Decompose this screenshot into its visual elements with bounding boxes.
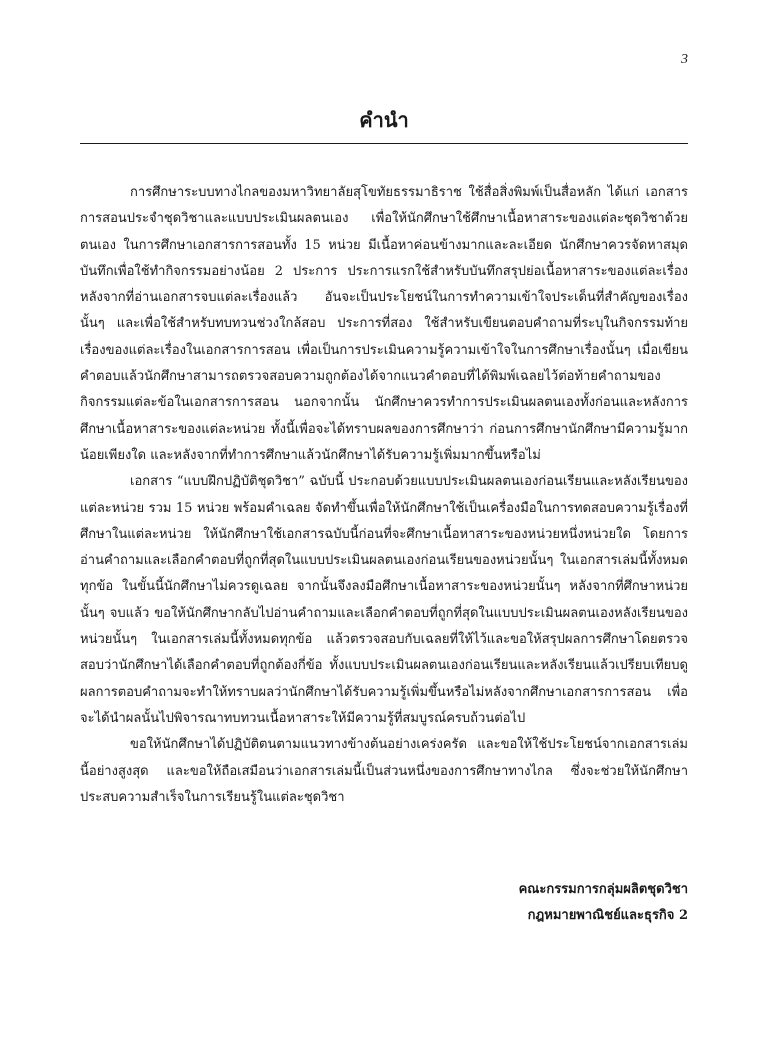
signature-block: [519, 877, 688, 929]
preface-body: [80, 180, 688, 811]
signature-committee: คณะกรรมการกลุ่มผลิตชุดวิชา: [518, 882, 688, 897]
paragraph-1: การศึกษาระบบทางไกลของมหาวิทยาลัยสุโขทัยธรรมาธิราช ใช้สื่อสิ่งพิมพ์เป็นสื่อหลัก ได้แก่ เอกสารการสอนประจำชุดวิชาและแบบประเมินผลตนเอง เพื่อให้นักศึกษาใช้ศึกษาเนื้อหาสาระของแต่ละชุดวิชาด้วยตนเอง ในการศึกษาเอกสารการสอนทั้ง 15 หน่วย มีเนื้อหาค่อนข้างมากและละเอียด นักศึกษาควรจัดหาสมุดบันทึกเพื่อใช้ทำกิจกรรมอย่างน้อย 2 ประการ ประการแรกใช้สำหรับบันทึกสรุปย่อเนื้อหาสาระของแต่ละเรื่อง หลังจากที่อ่านเอกสารจบแต่ละเรื่องแล้ว อันจะเป็นประโยชน์ในการทำความเข้าใจประเด็นที่สำคัญของเรื่องนั้นๆ และเพื่อใช้สำหรับทบทวนช่วงใกล้สอบ ประการที่สอง ใช้สำหรับเขียนตอบคำถามที่ระบุในกิจกรรมท้ายเรื่องของแต่ละเรื่องในเอกสารการสอน เพื่อเป็นการประเมินความรู้ความเข้าใจในการศึกษาเรื่องนั้นๆ เมื่อเขียนคำตอบแล้วนักศึกษาสามารถตรวจสอบความถูกต้องได้จากแนวคำตอบที่ได้พิมพ์เฉลยไว้ต่อท้ายคำถามของกิจกรรมแต่ละข้อในเอกสารการสอน นอกจากนั้น นักศึกษาควรทำการประเมินผลตนเองทั้งก่อนและหลังการศึกษาเนื้อหาสาระของแต่ละหน่วย ทั้งนี้เพื่อจะได้ทราบผลของการศึกษาว่า ก่อนการศึกษานักศึกษามีความรู้มากน้อยเพียงใด และหลังจากที่ทำการศึกษาแล้วนักศึกษาได้รับความรู้เพิ่มมากขึ้นหรือไม่: [80, 185, 688, 463]
page-number: 3: [681, 52, 688, 67]
paragraph-3: ขอให้นักศึกษาได้ปฏิบัติตนตามแนวทางข้างต้นอย่างเคร่งครัด และขอให้ใช้ประโยชน์จากเอกสารเล่มนี้อย่างสูงสุด และขอให้ถือเสมือนว่าเอกสารเล่มนี้เป็นส่วนหนึ่งของการศึกษาทางไกล ซึ่งจะช่วยให้นักศึกษาประสบความสำเร็จในการเรียนรู้ในแต่ละชุดวิชา: [80, 737, 688, 805]
paragraph-2: เอกสาร “แบบฝึกปฏิบัติชุดวิชา” ฉบับนี้ ประกอบด้วยแบบประเมินผลตนเองก่อนเรียนและหลังเรียนของแต่ละหน่วย รวม 15 หน่วย พร้อมคำเฉลย จัดทำขึ้นเพื่อให้นักศึกษาใช้เป็นเครื่องมือในการทดสอบความรู้เรื่องที่ศึกษาในแต่ละหน่วย ให้นักศึกษาใช้เอกสารฉบับนี้ก่อนที่จะศึกษาเนื้อหาสาระของหน่วยหนึ่งหน่วยใด โดยการอ่านคำถามและเลือกคำตอบที่ถูกที่สุดในแบบประเมินผลตนเองก่อนเรียนของหน่วยนั้นๆ ในเอกสารเล่มนี้ทั้งหมดทุกข้อ ในขั้นนี้นักศึกษาไม่ควรดูเฉลย จากนั้นจึงลงมือศึกษาเนื้อหาสาระของหน่วยนั้นๆ หลังจากที่ศึกษาหน่วยนั้นๆ จบแล้ว ขอให้นักศึกษากลับไปอ่านคำถามและเลือกคำตอบที่ถูกที่สุดในแบบประเมินผลตนเองหลังเรียนของหน่วยนั้นๆ ในเอกสารเล่มนี้ทั้งหมดทุกข้อ แล้วตรวจสอบกับเฉลยที่ให้ไว้และขอให้สรุปผลการศึกษาโดยตรวจสอบว่านักศึกษาได้เลือกคำตอบที่ถูกต้องกี่ข้อ ทั้งแบบประเมินผลตนเองก่อนเรียนและหลังเรียนแล้วเปรียบเทียบดูผลการตอบคำถามจะทำให้ทราบผลว่านักศึกษาได้รับความรู้เพิ่มขึ้นหรือไม่หลังจากศึกษาเอกสารการสอน เพื่อจะได้นำผลนั้นไปพิจารณาทบทวนเนื้อหาสาระให้มีความรู้ที่สมบูรณ์ครบถ้วนต่อไป: [80, 474, 688, 726]
page-title: คำนำ: [359, 108, 409, 132]
title-divider: [80, 143, 688, 144]
signature-course: กฎหมายพาณิชย์และธุรกิจ 2: [527, 908, 688, 923]
